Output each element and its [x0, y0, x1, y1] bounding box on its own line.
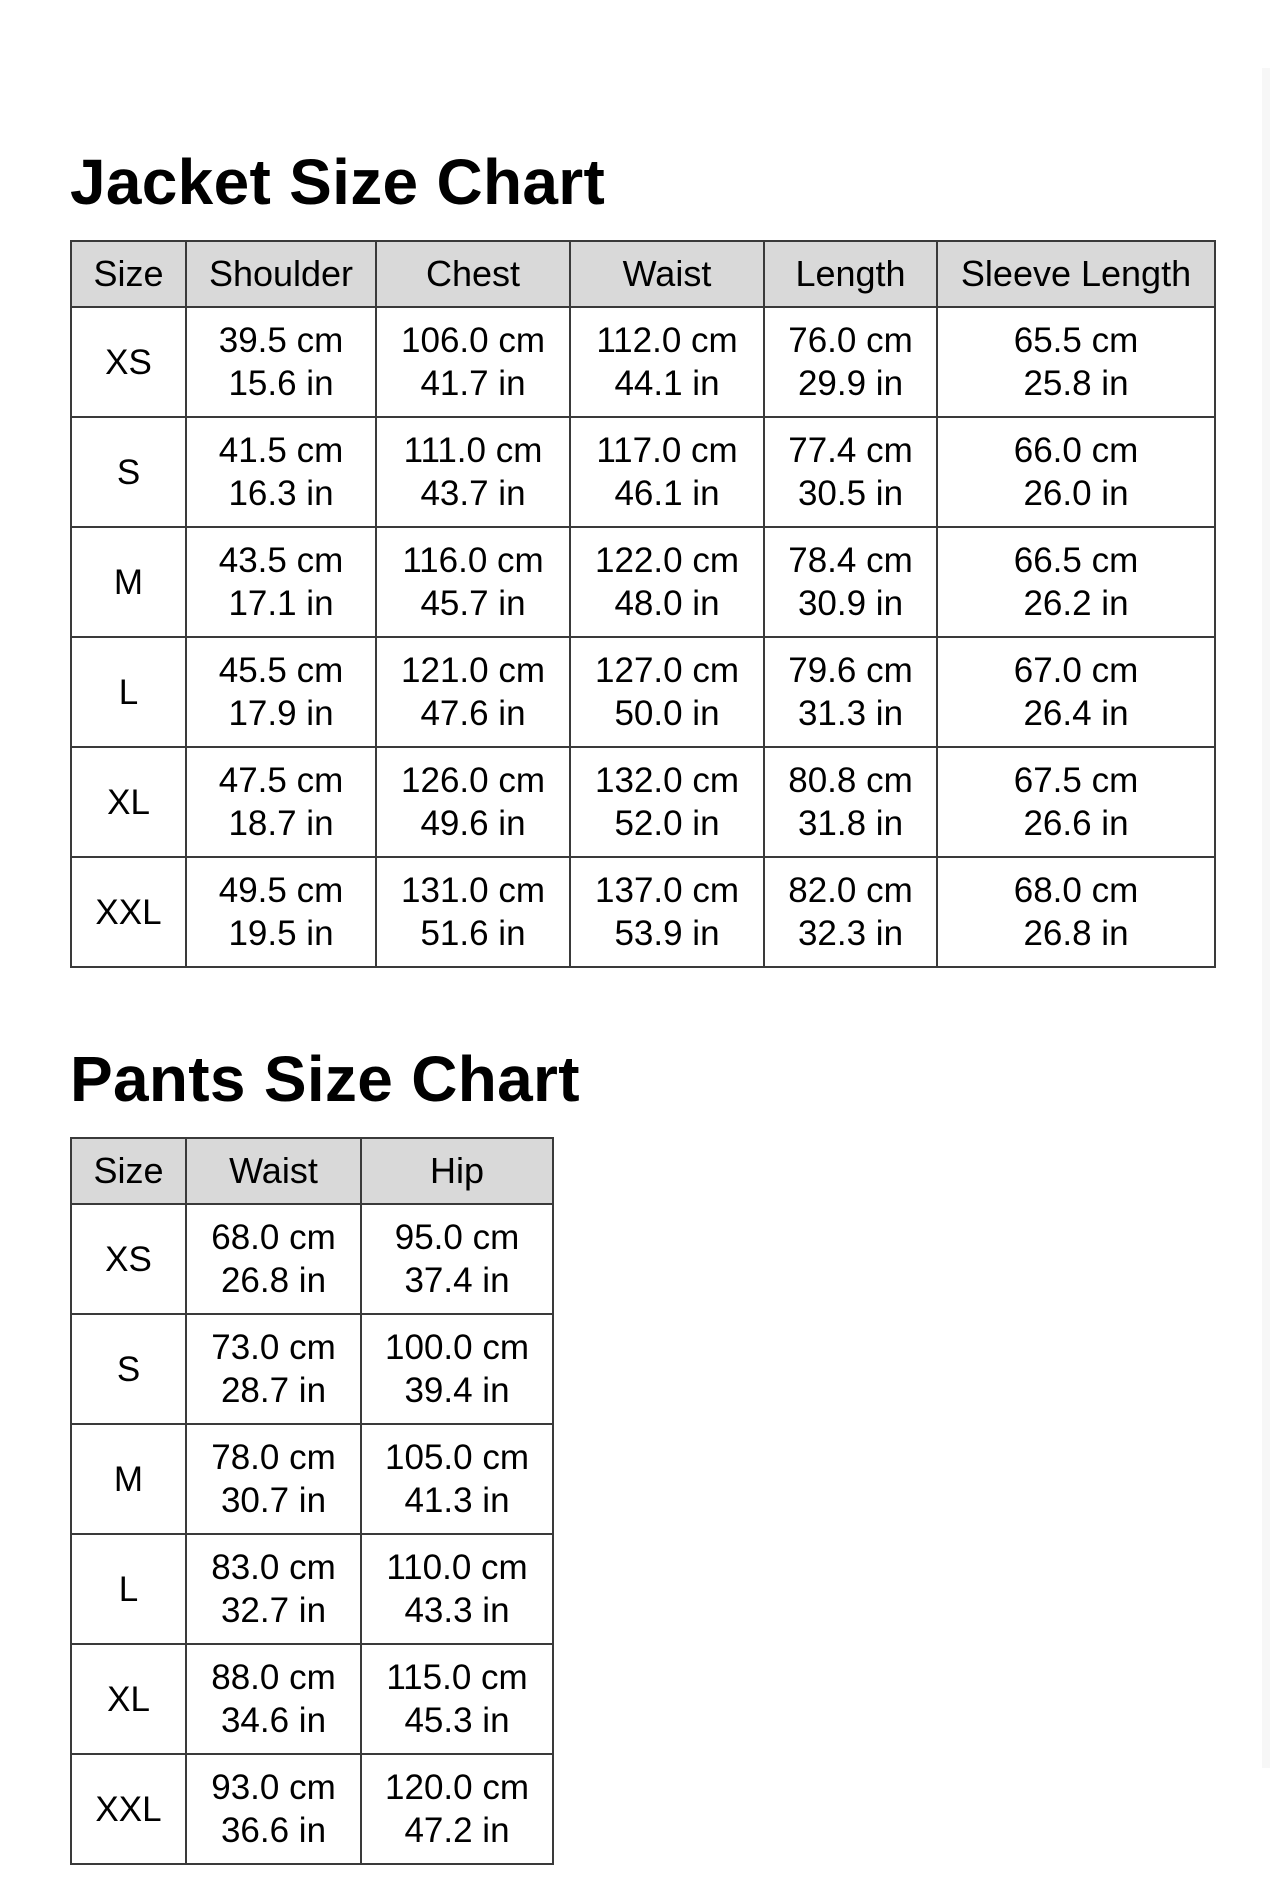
column-header: Waist: [570, 241, 764, 307]
size-label: L: [71, 1534, 186, 1644]
column-header: Size: [71, 241, 186, 307]
value-in: 29.9 in: [797, 364, 904, 403]
value-cm: 82.0 cm: [788, 871, 913, 910]
measurement-cell: [376, 857, 570, 967]
value-cm: 106.0 cm: [401, 321, 545, 360]
value-cm: 67.5 cm: [1013, 761, 1139, 800]
measurement-cell: [937, 307, 1215, 417]
value-cm: 117.0 cm: [596, 431, 738, 470]
value-in: 41.3 in: [404, 1481, 510, 1520]
measurement-cell: [570, 527, 764, 637]
pants-chart-title: Pants Size Chart: [70, 1043, 580, 1115]
size-label: M: [71, 527, 186, 637]
value-in: 41.7 in: [420, 364, 526, 403]
measurement-cell: [937, 417, 1215, 527]
value-cm: 39.5 cm: [218, 321, 344, 360]
value-in: 17.1 in: [228, 584, 334, 623]
value-in: 25.8 in: [1023, 364, 1129, 403]
value-cm: 132.0 cm: [595, 761, 739, 800]
column-header: Sleeve Length: [937, 241, 1215, 307]
value-in: 30.7 in: [220, 1481, 327, 1520]
measurement-cell: [764, 857, 937, 967]
value-in: 16.3 in: [228, 474, 334, 513]
measurement-cell: [186, 527, 376, 637]
measurement-cell: [361, 1644, 553, 1754]
value-cm: 49.5 cm: [218, 871, 344, 910]
value-cm: 115.0 cm: [386, 1658, 528, 1697]
value-in: 52.0 in: [614, 804, 720, 843]
measurement-cell: [186, 637, 376, 747]
measurement-cell: [764, 747, 937, 857]
measurement-cell: [186, 1754, 361, 1864]
value-cm: 122.0 cm: [595, 541, 739, 580]
value-cm: 79.6 cm: [788, 651, 913, 690]
jacket-chart-title: Jacket Size Chart: [70, 146, 606, 218]
measurement-cell: [361, 1204, 553, 1314]
measurement-cell: [186, 1644, 361, 1754]
value-cm: 111.0 cm: [403, 431, 543, 470]
value-in: 26.2 in: [1023, 584, 1129, 623]
table-row: [71, 637, 1215, 747]
value-in: 32.7 in: [220, 1591, 327, 1630]
value-in: 26.4 in: [1023, 694, 1129, 733]
value-cm: 66.5 cm: [1013, 541, 1139, 580]
value-in: 26.8 in: [220, 1261, 327, 1300]
value-cm: 47.5 cm: [218, 761, 344, 800]
measurement-cell: [376, 527, 570, 637]
value-in: 47.2 in: [404, 1811, 510, 1850]
jacket-size-table: [70, 240, 1216, 968]
value-in: 26.6 in: [1023, 804, 1129, 843]
measurement-cell: [376, 417, 570, 527]
value-cm: 100.0 cm: [385, 1328, 529, 1367]
value-cm: 95.0 cm: [394, 1218, 520, 1257]
size-label: XS: [71, 1204, 186, 1314]
size-label: M: [71, 1424, 186, 1534]
value-in: 30.9 in: [797, 584, 904, 623]
measurement-cell: [937, 857, 1215, 967]
column-header: Waist: [186, 1138, 361, 1204]
measurement-cell: [186, 1534, 361, 1644]
measurement-cell: [376, 747, 570, 857]
measurement-cell: [186, 857, 376, 967]
value-in: 51.6 in: [420, 914, 526, 953]
value-cm: 80.8 cm: [788, 761, 913, 800]
value-cm: 112.0 cm: [596, 321, 738, 360]
table-row: [71, 1424, 553, 1534]
value-in: 34.6 in: [220, 1701, 327, 1740]
measurement-cell: [376, 307, 570, 417]
value-cm: 78.4 cm: [788, 541, 913, 580]
value-cm: 66.0 cm: [1013, 431, 1139, 470]
value-cm: 131.0 cm: [401, 871, 545, 910]
value-cm: 41.5 cm: [218, 431, 344, 470]
value-in: 44.1 in: [614, 364, 720, 403]
column-header: Chest: [376, 241, 570, 307]
value-in: 47.6 in: [420, 694, 526, 733]
value-in: 31.8 in: [797, 804, 904, 843]
value-cm: 78.0 cm: [211, 1438, 336, 1477]
table-row: [71, 1314, 553, 1424]
value-in: 32.3 in: [797, 914, 904, 953]
value-in: 43.3 in: [404, 1591, 510, 1630]
value-in: 46.1 in: [614, 474, 720, 513]
table-row: [71, 747, 1215, 857]
size-label: L: [71, 637, 186, 747]
value-cm: 76.0 cm: [788, 321, 913, 360]
table-row: [71, 1754, 553, 1864]
table-row: [71, 1204, 553, 1314]
value-cm: 65.5 cm: [1013, 321, 1139, 360]
size-label: XXL: [71, 1754, 186, 1864]
table-row: [71, 857, 1215, 967]
value-cm: 121.0 cm: [401, 651, 545, 690]
table-row: [71, 527, 1215, 637]
measurement-cell: [937, 527, 1215, 637]
column-header: Length: [764, 241, 937, 307]
measurement-cell: [570, 417, 764, 527]
measurement-cell: [570, 307, 764, 417]
value-in: 17.9 in: [228, 694, 334, 733]
table-row: [71, 417, 1215, 527]
measurement-cell: [376, 637, 570, 747]
measurement-cell: [186, 1424, 361, 1534]
value-cm: 127.0 cm: [595, 651, 739, 690]
measurement-cell: [937, 747, 1215, 857]
measurement-cell: [186, 417, 376, 527]
size-label: S: [71, 1314, 186, 1424]
value-in: 36.6 in: [220, 1811, 327, 1850]
value-in: 49.6 in: [420, 804, 526, 843]
value-cm: 43.5 cm: [218, 541, 344, 580]
column-header: Shoulder: [186, 241, 376, 307]
column-header: Size: [71, 1138, 186, 1204]
measurement-cell: [186, 307, 376, 417]
value-cm: 77.4 cm: [788, 431, 913, 470]
value-in: 53.9 in: [614, 914, 720, 953]
value-cm: 110.0 cm: [386, 1548, 528, 1587]
measurement-cell: [937, 637, 1215, 747]
value-in: 18.7 in: [228, 804, 334, 843]
table-header-row: [71, 241, 1215, 307]
size-label: XS: [71, 307, 186, 417]
value-cm: 68.0 cm: [1013, 871, 1139, 910]
table-row: [71, 1534, 553, 1644]
size-label: XL: [71, 1644, 186, 1754]
value-in: 31.3 in: [797, 694, 904, 733]
measurement-cell: [764, 417, 937, 527]
value-cm: 83.0 cm: [211, 1548, 336, 1587]
table-row: [71, 307, 1215, 417]
table-row: [71, 1644, 553, 1754]
value-cm: 126.0 cm: [401, 761, 545, 800]
measurement-cell: [186, 747, 376, 857]
value-cm: 88.0 cm: [211, 1658, 336, 1697]
value-cm: 120.0 cm: [385, 1768, 529, 1807]
value-in: 19.5 in: [228, 914, 334, 953]
measurement-cell: [570, 857, 764, 967]
size-label: XL: [71, 747, 186, 857]
size-label: XXL: [71, 857, 186, 967]
column-header: Hip: [361, 1138, 553, 1204]
page-edge: [1262, 68, 1270, 1768]
measurement-cell: [764, 527, 937, 637]
value-in: 50.0 in: [614, 694, 720, 733]
value-cm: 105.0 cm: [385, 1438, 529, 1477]
value-in: 30.5 in: [797, 474, 904, 513]
value-in: 37.4 in: [404, 1261, 510, 1300]
measurement-cell: [361, 1424, 553, 1534]
measurement-cell: [361, 1534, 553, 1644]
table-header-row: [71, 1138, 553, 1204]
value-cm: 93.0 cm: [211, 1768, 336, 1807]
pants-size-table: [70, 1137, 554, 1865]
value-in: 26.0 in: [1023, 474, 1129, 513]
measurement-cell: [764, 637, 937, 747]
value-in: 26.8 in: [1023, 914, 1129, 953]
measurement-cell: [361, 1314, 553, 1424]
value-cm: 73.0 cm: [211, 1328, 336, 1367]
measurement-cell: [570, 747, 764, 857]
measurement-cell: [186, 1314, 361, 1424]
value-cm: 67.0 cm: [1013, 651, 1139, 690]
value-in: 28.7 in: [220, 1371, 327, 1410]
size-label: S: [71, 417, 186, 527]
value-in: 43.7 in: [420, 474, 526, 513]
measurement-cell: [764, 307, 937, 417]
measurement-cell: [361, 1754, 553, 1864]
value-in: 45.7 in: [420, 584, 526, 623]
value-cm: 137.0 cm: [595, 871, 739, 910]
value-in: 39.4 in: [404, 1371, 510, 1410]
value-cm: 116.0 cm: [402, 541, 544, 580]
value-in: 15.6 in: [228, 364, 334, 403]
value-in: 45.3 in: [404, 1701, 510, 1740]
measurement-cell: [186, 1204, 361, 1314]
value-cm: 45.5 cm: [218, 651, 344, 690]
measurement-cell: [570, 637, 764, 747]
value-cm: 68.0 cm: [211, 1218, 336, 1257]
value-in: 48.0 in: [614, 584, 720, 623]
